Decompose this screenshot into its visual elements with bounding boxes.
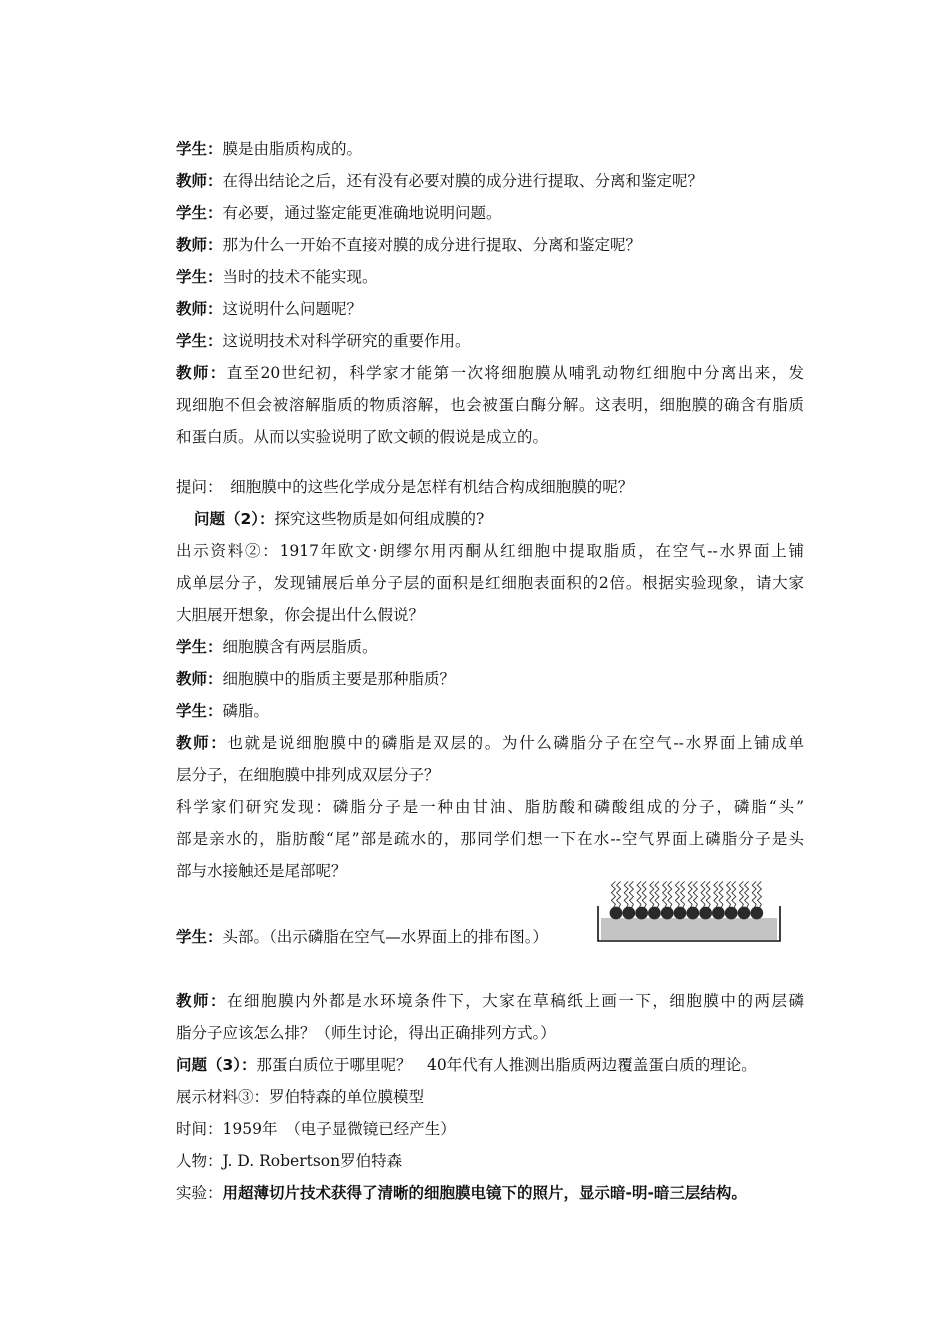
dialogue-line: 教师：在得出结论之后，还有没有必要对膜的成分进行提取、分离和鉴定呢？ — [176, 172, 704, 190]
paragraph-line: 层分子，在细胞膜中排列成双层分子？ — [176, 766, 440, 784]
fatty-acid-tail — [757, 881, 761, 908]
section-heading: 问题（2）：探究这些物质是如何组成膜的? — [194, 510, 485, 528]
fatty-acid-tail — [701, 881, 705, 908]
question-line: 提问： 细胞膜中的这些化学成分是怎样有机结合构成细胞膜的呢？ — [176, 478, 634, 496]
dialogue-line: 学生：头部。（出示磷脂在空气—水界面上的排布图。） — [176, 928, 549, 946]
fatty-acid-tail — [732, 881, 736, 908]
dialogue-line: 学生：有必要，通过鉴定能更准确地说明问题。 — [176, 204, 502, 222]
fatty-acid-tail — [752, 881, 756, 908]
fatty-acid-tails — [611, 881, 761, 908]
fatty-acid-tail — [693, 881, 697, 908]
fatty-acid-tail — [675, 881, 679, 908]
fatty-acid-tail — [663, 881, 667, 908]
paragraph-line: 和蛋白质。从而以实验说明了欧文顿的假说是成立的。 — [176, 428, 549, 446]
water-layer — [601, 918, 777, 940]
fatty-acid-tail — [624, 881, 628, 908]
dialogue-line: 学生：当时的技术不能实现。 — [176, 268, 378, 286]
fatty-acid-tail — [668, 881, 672, 908]
paragraph-line: 部与水接触还是尾部呢？ — [176, 862, 347, 880]
dialogue-line: 教师：直至20世纪初，科学家才能第一次将细胞膜从哺乳动物红细胞中分离出来，发 — [176, 364, 804, 382]
fatty-acid-tail — [706, 881, 710, 908]
paragraph-line: 展示材料③：罗伯特森的单位膜模型 — [176, 1088, 425, 1106]
phosphate-head — [750, 907, 763, 920]
paragraph-line: 脂分子应该怎么排？（师生讨论，得出正确排列方式。） — [176, 1024, 556, 1042]
fatty-acid-tail — [611, 881, 615, 908]
fatty-acid-tail — [739, 881, 743, 908]
paragraph-line: 出示资料②：1917年欧文·朗缪尔用丙酮从红细胞中提取脂质，在空气--水界面上铺 — [176, 542, 804, 560]
paragraph-line: 成单层分子，发现铺展后单分子层的面积是红细胞表面积的2倍。根据实验现象，请大家 — [176, 574, 804, 592]
dialogue-line: 学生：膜是由脂质构成的。 — [176, 140, 363, 158]
paragraph-line: 科学家们研究发现：磷脂分子是一种由甘油、脂肪酸和磷酸组成的分子，磷脂“头” — [176, 798, 804, 816]
fatty-acid-tail — [650, 881, 654, 908]
paragraph-line: 人物：J. D. Robertson罗伯特森 — [176, 1152, 403, 1170]
fatty-acid-tail — [642, 881, 646, 908]
paragraph-line: 实验：用超薄切片技术获得了清晰的细胞膜电镜下的照片，显示暗-明-暗三层结构。 — [176, 1184, 747, 1202]
dialogue-line: 教师：这说明什么问题呢？ — [176, 300, 363, 318]
fatty-acid-tail — [681, 881, 685, 908]
dialogue-line: 教师：也就是说细胞膜中的磷脂是双层的。为什么磷脂分子在空气--水界面上铺成单 — [176, 734, 804, 752]
fatty-acid-tail — [727, 881, 731, 908]
dialogue-line: 教师：细胞膜中的脂质主要是那种脂质？ — [176, 670, 456, 688]
dialogue-line: 教师：在细胞膜内外都是水环境条件下，大家在草稿纸上画一下，细胞膜中的两层磷 — [176, 992, 804, 1010]
paragraph-line: 时间：1959年 （电子显微镜已经产生） — [176, 1120, 456, 1138]
phosphate-head — [686, 907, 699, 920]
phosphate-head — [699, 907, 712, 920]
phosphate-heads — [610, 907, 764, 920]
phosphate-head — [635, 907, 648, 920]
dialogue-line: 学生：磷脂。 — [176, 702, 270, 720]
fatty-acid-tail — [637, 881, 641, 908]
section-heading: 问题（3）：那蛋白质位于哪里呢？ 40年代有人推测出脂质两边覆盖蛋白质的理论。 — [176, 1056, 757, 1074]
phosphate-head — [610, 907, 623, 920]
paragraph-line: 现细胞不但会被溶解脂质的物质溶解，也会被蛋白酶分解。这表明，细胞膜的确含有脂质 — [176, 396, 804, 414]
fatty-acid-tail — [719, 881, 723, 908]
fatty-acid-tail — [714, 881, 718, 908]
phosphate-head — [661, 907, 674, 920]
fatty-acid-tail — [745, 881, 749, 908]
paragraph-line: 大胆展开想象，你会提出什么假说？ — [176, 606, 425, 624]
phosphate-head — [712, 907, 725, 920]
dialogue-line: 学生：细胞膜含有两层脂质。 — [176, 638, 378, 656]
phosphate-head — [674, 907, 687, 920]
fatty-acid-tail — [629, 881, 633, 908]
fatty-acid-tail — [655, 881, 659, 908]
phosphate-head — [725, 907, 738, 920]
phosphate-head — [648, 907, 661, 920]
fatty-acid-tail — [617, 881, 621, 908]
paragraph-line: 部是亲水的，脂肪酸“尾”部是疏水的，那同学们想一下在水--空气界面上磷脂分子是头 — [176, 830, 804, 848]
dialogue-line: 学生：这说明技术对科学研究的重要作用。 — [176, 332, 471, 350]
fatty-acid-tail — [688, 881, 692, 908]
dialogue-line: 教师：那为什么一开始不直接对膜的成分进行提取、分离和鉴定呢？ — [176, 236, 642, 254]
phosphate-head — [738, 907, 751, 920]
phospholipid-monolayer-diagram — [596, 876, 782, 944]
phosphate-head — [622, 907, 635, 920]
